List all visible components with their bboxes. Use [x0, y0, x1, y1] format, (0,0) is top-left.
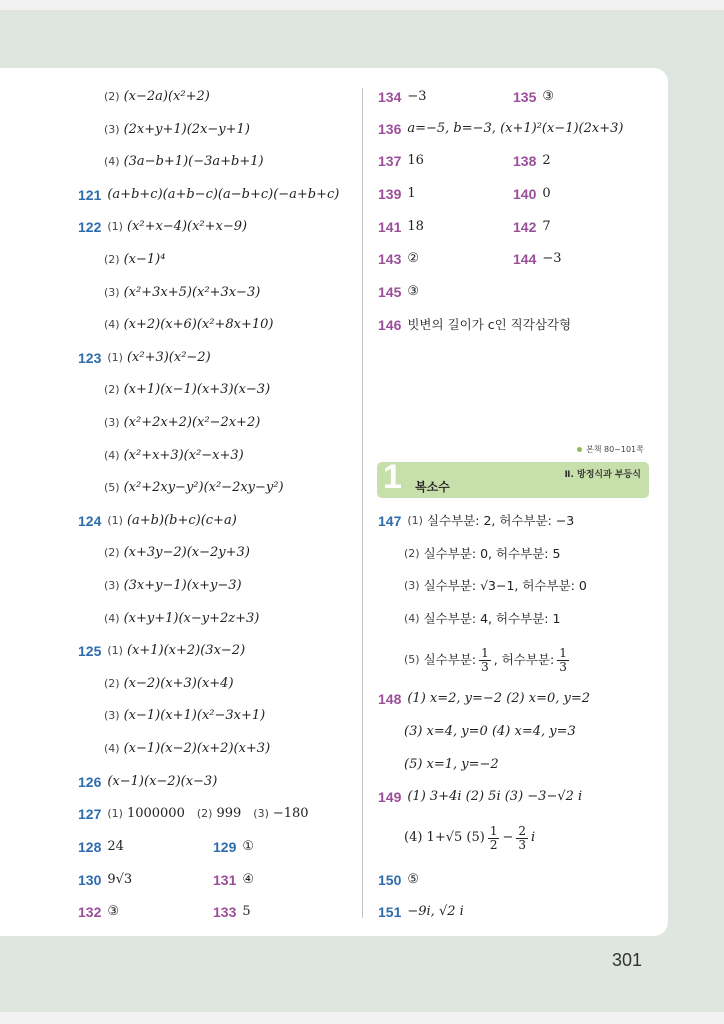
question-number: 146 — [378, 317, 402, 333]
answer-text: 0 — [542, 186, 551, 201]
question-number: 128 — [78, 839, 102, 855]
fraction-numerator: 1 — [481, 645, 489, 660]
part-label: (3) — [104, 416, 120, 429]
answer-line — [104, 284, 260, 302]
question-number: 151 — [378, 904, 402, 920]
answer-141 — [378, 218, 424, 236]
answer-line — [78, 838, 124, 856]
answer-text: 1000000 — [126, 806, 185, 821]
answer-text: 실수부분: — [423, 652, 477, 667]
answer-text: ① — [242, 839, 255, 854]
part-label: (3) — [104, 709, 120, 723]
part-label: (2) — [196, 807, 213, 820]
question-number: 143 — [378, 251, 402, 267]
answer-text: −3 — [407, 89, 427, 104]
part-label: (1) — [107, 350, 123, 364]
answer-line — [104, 121, 250, 139]
question-number: 149 — [378, 789, 402, 805]
question-number: 132 — [78, 904, 102, 920]
answer-line — [78, 218, 247, 236]
answer-text: −180 — [272, 806, 309, 821]
question-number: 137 — [378, 153, 402, 169]
answer-text: (3a−b+1)(−3a+b+1) — [123, 154, 264, 170]
question-number: 126 — [78, 773, 102, 790]
question-number: 135 — [513, 89, 537, 105]
question-number: 144 — [513, 251, 537, 267]
section-number: 1 — [383, 462, 402, 496]
answer-line — [104, 88, 210, 106]
question-number: 140 — [513, 186, 537, 202]
fraction — [516, 825, 528, 852]
fraction — [557, 647, 569, 674]
imaginary-unit: i — [531, 830, 536, 845]
answer-text: 18 — [407, 219, 424, 234]
fraction-numerator: 1 — [559, 645, 567, 660]
answer-line — [104, 479, 284, 497]
answer-149 — [378, 788, 582, 806]
fraction-denominator: 3 — [559, 659, 567, 674]
answer-line — [104, 707, 265, 725]
part-label: (5) — [104, 481, 120, 495]
fraction-numerator: 2 — [518, 823, 526, 838]
answer-line — [78, 773, 217, 791]
answer-135 — [513, 88, 554, 106]
answer-line — [104, 577, 242, 595]
part-label: (4) — [104, 742, 120, 755]
answer-line — [104, 381, 270, 399]
part-label: (3) — [404, 579, 420, 592]
answer-150 — [378, 871, 419, 889]
answer-text: ④ — [242, 871, 255, 887]
question-number: 130 — [78, 871, 102, 888]
answer-line — [78, 871, 132, 889]
answer-line — [104, 675, 234, 693]
answer-text: (x−1)(x+1)(x²−3x+1) — [123, 708, 266, 724]
answer-text: ③ — [407, 284, 420, 299]
question-number: 138 — [513, 153, 537, 169]
part-label: (4) — [404, 612, 420, 625]
question-number: 142 — [513, 219, 537, 235]
fraction-numerator: 1 — [489, 823, 498, 838]
answer-text: (1) 3+4i (2) 5i (3) −3−√2 i — [407, 789, 583, 804]
part-label: (2) — [104, 546, 120, 560]
answer-144 — [513, 250, 562, 268]
part-label: (1) — [107, 220, 123, 234]
question-number: 134 — [378, 89, 402, 105]
answer-text: 실수부분: 0, 허수부분: 5 — [423, 546, 561, 561]
answer-151 — [378, 903, 464, 921]
answer-line — [213, 871, 254, 889]
answer-147-5 — [404, 645, 572, 675]
answer-text: 실수부분: 2, 허수부분: −3 — [426, 513, 575, 528]
answer-148 — [378, 690, 590, 708]
answer-line — [213, 838, 254, 856]
answer-text: (x+y+1)(x−y+2z+3) — [123, 610, 260, 626]
part-label: (1) — [107, 644, 123, 658]
answer-line — [104, 316, 274, 334]
answer-text: (x+1)(x−1)(x+3)(x−3) — [123, 382, 271, 398]
answer-147-2 — [404, 545, 560, 563]
minus-sign: − — [502, 830, 514, 845]
answer-149-line2 — [404, 822, 535, 854]
answer-text: (x−1)(x−2)(x+2)(x+3) — [123, 741, 271, 756]
fraction — [488, 825, 500, 852]
part-label: (3) — [104, 122, 120, 136]
column-divider — [362, 88, 363, 918]
answer-text: (a+b+c)(a+b−c)(a−b+c)(−a+b+c) — [107, 186, 340, 202]
answer-text: 빗변의 길이가 c인 직각삼각형 — [407, 317, 572, 332]
answer-line — [104, 153, 264, 171]
answer-137 — [378, 152, 424, 170]
answer-text: 1 — [407, 186, 416, 201]
answer-text: (x²+x+3)(x²−x+3) — [123, 447, 244, 463]
section-banner — [377, 462, 649, 498]
answer-138 — [513, 152, 551, 170]
answer-text: ⑤ — [407, 872, 420, 887]
answer-text: (x−1)(x−2)(x−3) — [107, 773, 218, 789]
part-label: (4) — [104, 318, 120, 332]
question-number: 127 — [78, 806, 102, 822]
answer-text: (x+2)(x+6)(x²+8x+10) — [123, 317, 274, 333]
answer-127 — [78, 805, 309, 823]
answer-text: 5 — [242, 904, 251, 919]
answer-text: (x²+2xy−y²)(x²−2xy−y²) — [123, 480, 284, 496]
reference-text: 본책 80~101쪽 — [586, 445, 644, 454]
answer-136 — [378, 120, 623, 138]
answer-text: (x²+x−4)(x²+x−9) — [126, 219, 248, 235]
answer-text: ③ — [542, 89, 555, 104]
reference-note — [577, 444, 644, 455]
answer-line — [78, 512, 237, 530]
answer-148-line2 — [404, 723, 576, 741]
question-number: 148 — [378, 691, 402, 707]
answer-text: (4) 1+√5 (5) — [404, 830, 485, 845]
answer-text: 7 — [542, 219, 551, 234]
answer-text: 16 — [407, 153, 424, 168]
answer-text: 실수부분: 4, 허수부분: 1 — [423, 611, 561, 626]
answer-text: (x−2)(x+3)(x+4) — [123, 675, 234, 691]
part-label: (1) — [107, 513, 123, 527]
answer-140 — [513, 185, 551, 203]
answer-147-3 — [404, 577, 587, 595]
answer-text: −3 — [542, 251, 562, 266]
page-edge-top — [0, 0, 724, 10]
answer-139 — [378, 185, 416, 203]
answer-line — [213, 903, 251, 921]
answer-142 — [513, 218, 551, 236]
answer-text: 실수부분: √3−1, 허수부분: 0 — [423, 578, 587, 593]
answer-line — [78, 186, 339, 204]
page-edge-bottom — [0, 1012, 724, 1024]
part-label: (2) — [404, 547, 420, 560]
answer-134 — [378, 88, 427, 106]
question-number: 145 — [378, 284, 402, 300]
answer-text: ② — [407, 251, 420, 266]
part-label: (4) — [104, 155, 120, 169]
question-number: 139 — [378, 186, 402, 202]
part-label: (2) — [104, 383, 120, 397]
answer-line — [104, 251, 165, 269]
answer-text: 2 — [542, 153, 551, 168]
fraction-denominator: 3 — [518, 837, 526, 852]
part-label: (5) — [404, 653, 420, 666]
part-label: (3) — [104, 285, 120, 299]
answer-148-line3 — [404, 756, 499, 774]
part-label: (1) — [407, 514, 423, 527]
chapter-label: Ⅱ. 방정식과 부등식 — [564, 470, 641, 480]
part-label: (2) — [104, 90, 120, 103]
answer-text: (x²+3x+5)(x²+3x−3) — [123, 284, 261, 300]
answer-147-4 — [404, 610, 560, 628]
question-number: 131 — [213, 871, 237, 888]
answer-line — [78, 349, 211, 367]
answer-text: ③ — [107, 904, 120, 919]
answer-143 — [378, 250, 419, 268]
bullet-icon — [577, 447, 582, 452]
part-label: (3) — [253, 807, 269, 820]
part-label: (4) — [104, 611, 120, 625]
answer-text: 999 — [216, 806, 242, 821]
answer-text: (x²+3)(x²−2) — [126, 349, 211, 365]
question-number: 125 — [78, 643, 102, 660]
question-number: 147 — [378, 513, 402, 529]
fraction — [479, 647, 491, 674]
part-label: (2) — [104, 253, 120, 266]
answer-147 — [378, 512, 574, 530]
answer-text: (2x+y+1)(2x−y+1) — [123, 121, 250, 137]
answer-text: (x−2a)(x²+2) — [123, 89, 210, 104]
question-number: 141 — [378, 219, 402, 235]
question-number: 124 — [78, 512, 102, 529]
answer-line — [104, 544, 250, 562]
question-number: 136 — [378, 121, 402, 137]
answer-text: (3) x=4, y=0 (4) x=4, y=3 — [404, 724, 576, 739]
fraction-denominator: 2 — [489, 837, 498, 852]
answer-text: 24 — [107, 839, 124, 854]
answer-line — [104, 447, 244, 465]
answer-text: (x²+2x+2)(x²−2x+2) — [123, 415, 261, 430]
answer-text: (x+1)(x+2)(3x−2) — [126, 643, 246, 659]
question-number: 122 — [78, 219, 102, 236]
answer-text: (1) x=2, y=−2 (2) x=0, y=2 — [407, 691, 591, 706]
part-label: (4) — [104, 448, 120, 462]
answer-line — [104, 610, 259, 628]
answer-line — [78, 903, 119, 921]
answer-line — [104, 740, 270, 758]
answer-text: (x+3y−2)(x−2y+3) — [123, 545, 250, 561]
answer-text: (x−1)⁴ — [123, 252, 166, 267]
question-number: 123 — [78, 349, 102, 366]
answer-text: −9i, √2 i — [407, 904, 464, 919]
answer-text: (a+b)(b+c)(c+a) — [126, 512, 237, 528]
part-label: (2) — [104, 676, 120, 690]
answer-line — [104, 414, 260, 432]
question-number: 129 — [213, 839, 237, 855]
answer-text: a=−5, b=−3, (x+1)²(x−1)(2x+3) — [407, 121, 624, 136]
fraction-denominator: 3 — [481, 659, 489, 674]
answer-text: (3x+y−1)(x+y−3) — [123, 578, 242, 593]
part-label: (3) — [104, 579, 120, 592]
question-number: 133 — [213, 904, 237, 920]
page-number: 301 — [612, 950, 643, 970]
answer-line — [78, 642, 245, 660]
answer-text: 9√3 — [107, 871, 133, 887]
answer-146 — [378, 316, 571, 334]
part-label: (1) — [107, 807, 123, 820]
answer-text: , 허수부분: — [493, 652, 555, 667]
answer-145 — [378, 283, 419, 301]
question-number: 150 — [378, 872, 402, 888]
section-title: 복소수 — [415, 480, 450, 494]
answer-text: (5) x=1, y=−2 — [404, 757, 499, 772]
question-number: 121 — [78, 186, 102, 203]
